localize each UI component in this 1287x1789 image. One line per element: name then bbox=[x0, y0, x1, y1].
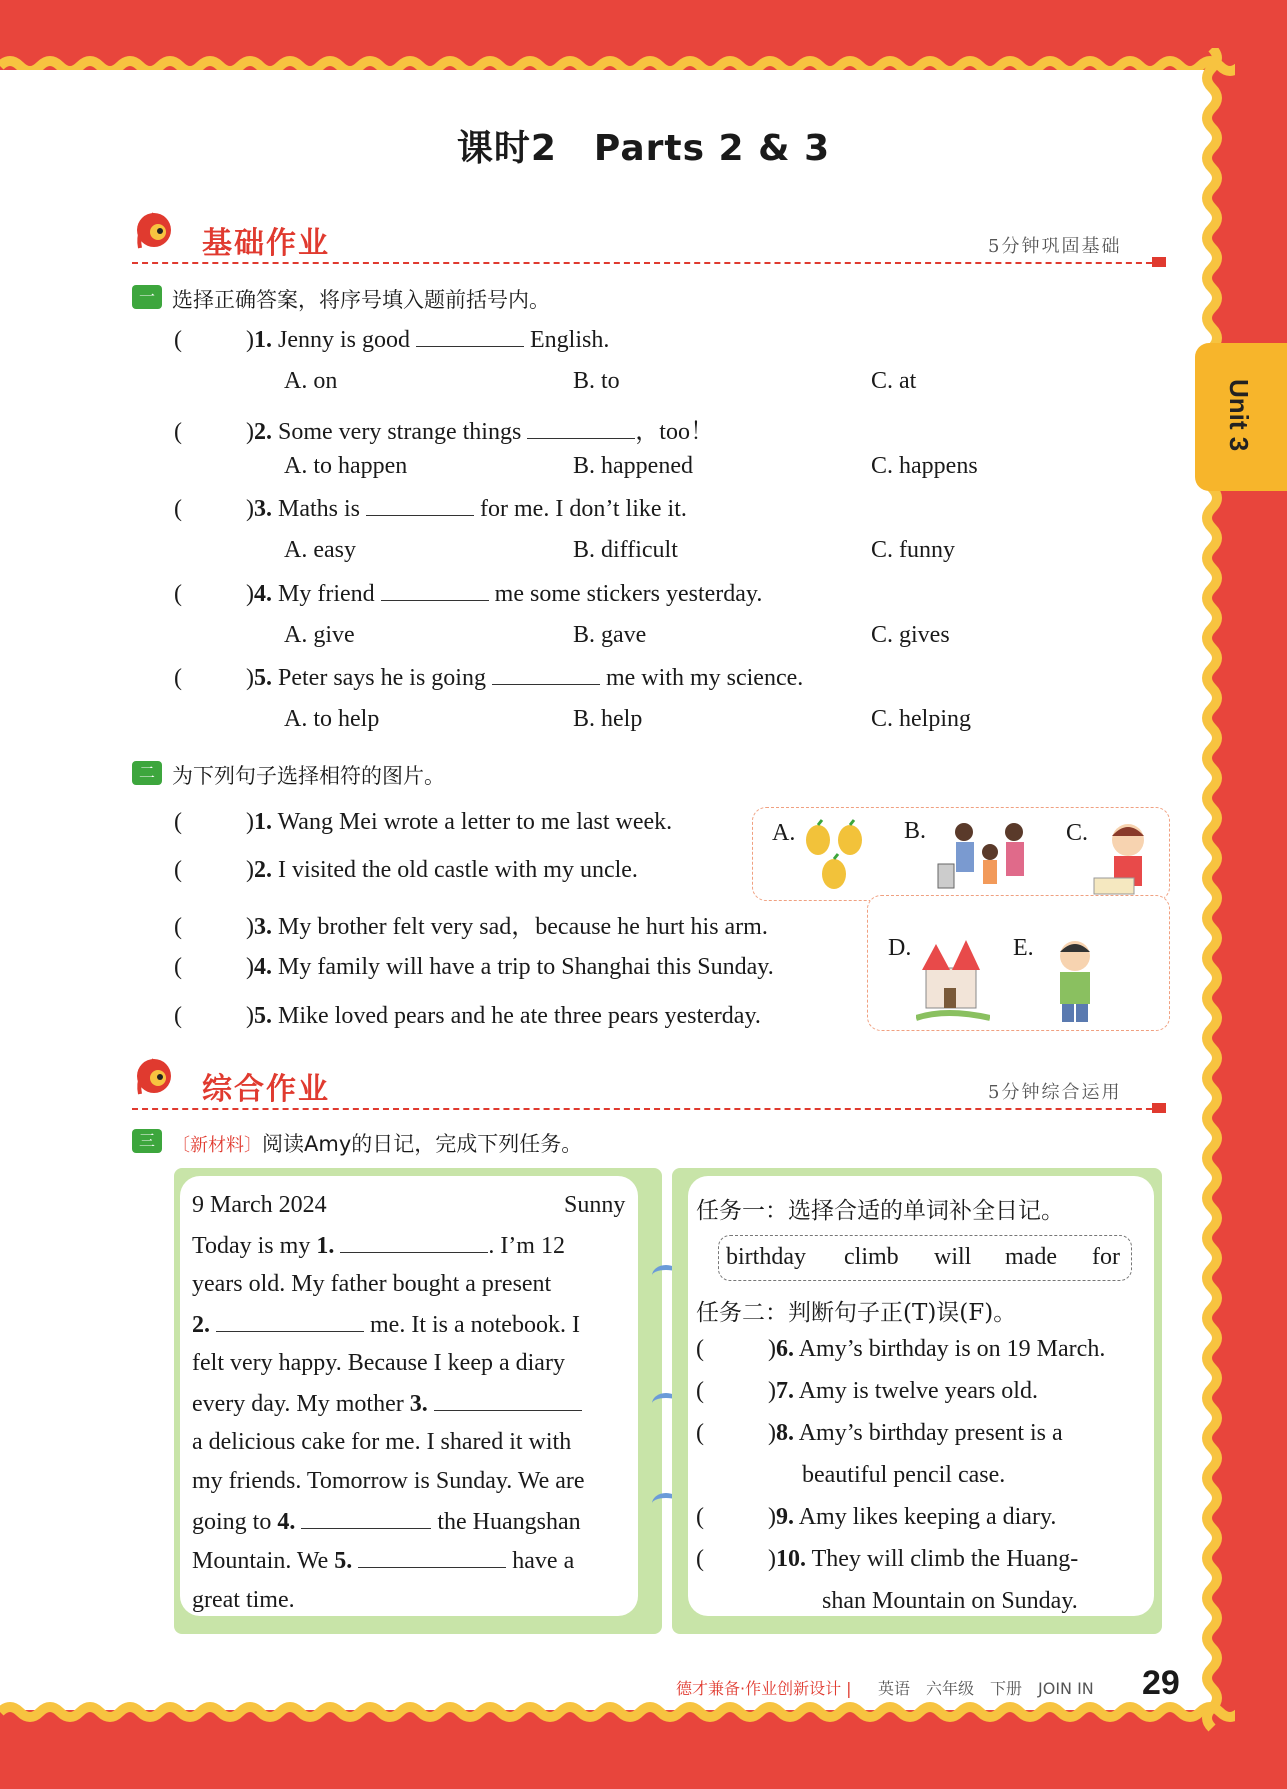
match-question-1: ( )1. Wang Mei wrote a letter to me last week. bbox=[174, 809, 673, 835]
option-c[interactable]: C. at bbox=[871, 368, 917, 394]
word-2[interactable]: climb bbox=[844, 1244, 899, 1270]
section-title-basic: 基础作业 bbox=[202, 226, 330, 261]
diary-line-4: felt very happy. Because I keep a diary bbox=[192, 1350, 565, 1376]
dashed-divider bbox=[132, 262, 1162, 264]
task2-title: 任务二：判断句子正(T)误(F)。 bbox=[696, 1300, 1017, 1326]
option-c[interactable]: C. helping bbox=[871, 706, 971, 732]
part1-instruction: 选择正确答案，将序号填入题前括号内。 bbox=[172, 288, 550, 312]
footer-series: 德才兼备·作业创新设计 | bbox=[676, 1679, 852, 1698]
diary-line-8: going to 4. the Huangshan bbox=[192, 1509, 581, 1535]
question-1-5: ( )5. Peter says he is going me with my science. bbox=[174, 665, 804, 691]
diary-blank-2[interactable] bbox=[216, 1311, 364, 1332]
section-subtitle-basic: 5分钟巩固基础 bbox=[988, 236, 1122, 257]
tf-question-7: ( )7. Amy is twelve years old. bbox=[696, 1378, 1038, 1404]
diary-line-5: every day. My mother 3. bbox=[192, 1390, 582, 1418]
match-question-4: ( )4. My family will have a trip to Shanghai this Sunday. bbox=[174, 954, 774, 980]
divider-end-marker bbox=[1152, 1103, 1166, 1113]
diary-line-2: years old. My father bought a present bbox=[192, 1271, 552, 1297]
unit-tab[interactable] bbox=[1195, 343, 1287, 491]
tf-question-10-cont: shan Mountain on Sunday. bbox=[822, 1588, 1078, 1614]
question-1-4: ( )4. My friend me some stickers yesterday. bbox=[174, 581, 763, 607]
diary-line-10: great time. bbox=[192, 1587, 295, 1613]
tf-question-9: ( )9. Amy likes keeping a diary. bbox=[696, 1504, 1057, 1530]
part-badge-1: 一 bbox=[132, 285, 162, 309]
section-subtitle-comprehensive: 5分钟综合运用 bbox=[988, 1082, 1122, 1103]
diary-blank-5[interactable] bbox=[358, 1547, 506, 1568]
footer-book: 英语 六年级 下册 JOIN IN bbox=[878, 1679, 1094, 1698]
family-travel-icon[interactable] bbox=[934, 818, 1046, 904]
match-question-3: ( )3. My brother felt very sad，because he hurt his arm. bbox=[174, 914, 768, 940]
option-a[interactable]: A. to happen bbox=[284, 453, 408, 479]
option-b[interactable]: B. gave bbox=[573, 622, 647, 648]
sad-boy-icon[interactable] bbox=[1050, 936, 1100, 1024]
diary-blank-1[interactable] bbox=[340, 1232, 488, 1253]
option-b[interactable]: B. to bbox=[573, 368, 620, 394]
option-a[interactable]: A. to help bbox=[284, 706, 380, 732]
picture-label-e: E. bbox=[1013, 935, 1034, 961]
question-1-1: ( )1. Jenny is good English. bbox=[174, 327, 610, 353]
diary-line-1: Today is my 1. . I’m 12 bbox=[192, 1233, 565, 1259]
picture-label-d: D. bbox=[888, 935, 912, 961]
picture-label-c: C. bbox=[1066, 820, 1089, 846]
option-b[interactable]: B. help bbox=[573, 706, 643, 732]
bell-mascot-icon bbox=[130, 208, 180, 254]
diary-line-6: a delicious cake for me. I shared it with bbox=[192, 1429, 572, 1455]
word-3[interactable]: will bbox=[934, 1244, 972, 1270]
task1-title: 任务一：选择合适的单词补全日记。 bbox=[696, 1198, 1064, 1224]
word-1[interactable]: birthday bbox=[726, 1244, 806, 1270]
unit-tab-label: Unit 3 bbox=[1224, 379, 1254, 452]
answer-blank[interactable] bbox=[416, 326, 524, 347]
option-a[interactable]: A. on bbox=[284, 368, 338, 394]
option-c[interactable]: C. gives bbox=[871, 622, 950, 648]
tf-question-8-cont: beautiful pencil case. bbox=[802, 1462, 1006, 1488]
answer-blank[interactable] bbox=[527, 418, 635, 439]
option-b[interactable]: B. happened bbox=[573, 453, 693, 479]
bell-mascot-icon bbox=[130, 1054, 180, 1100]
page-title: 课时2 Parts 2 & 3 bbox=[456, 128, 831, 169]
diary-blank-4[interactable] bbox=[301, 1508, 431, 1529]
option-b[interactable]: B. difficult bbox=[573, 537, 678, 563]
castle-icon[interactable] bbox=[916, 934, 990, 1024]
diary-blank-3[interactable] bbox=[434, 1390, 582, 1411]
tf-question-10: ( )10. They will climb the Huang- bbox=[696, 1546, 1079, 1572]
option-c[interactable]: C. funny bbox=[871, 537, 955, 563]
option-a[interactable]: A. easy bbox=[284, 537, 356, 563]
answer-blank[interactable] bbox=[492, 664, 600, 685]
match-question-2: ( )2. I visited the old castle with my uncle. bbox=[174, 857, 638, 883]
wavy-border-right bbox=[1188, 48, 1248, 1732]
word-5[interactable]: for bbox=[1092, 1244, 1120, 1270]
tf-question-8: ( )8. Amy’s birthday present is a bbox=[696, 1420, 1063, 1446]
diary-line-7: my friends. Tomorrow is Sunday. We are bbox=[192, 1468, 585, 1494]
pears-icon[interactable] bbox=[800, 818, 872, 894]
diary-line-3: 2. me. It is a notebook. I bbox=[192, 1312, 580, 1338]
diary-line-9: Mountain. We 5. have a bbox=[192, 1548, 575, 1574]
tf-question-6: ( )6. Amy’s birthday is on 19 March. bbox=[696, 1336, 1106, 1362]
option-c[interactable]: C. happens bbox=[871, 453, 978, 479]
answer-blank[interactable] bbox=[381, 580, 489, 601]
girl-writing-icon[interactable] bbox=[1090, 818, 1164, 904]
picture-label-a: A. bbox=[772, 820, 796, 846]
section-title-comprehensive: 综合作业 bbox=[202, 1072, 330, 1107]
divider-end-marker bbox=[1152, 257, 1166, 267]
picture-box-bottom bbox=[867, 895, 1170, 1031]
option-a[interactable]: A. give bbox=[284, 622, 355, 648]
diary-weather: Sunny bbox=[564, 1192, 626, 1218]
dashed-divider bbox=[132, 1108, 1162, 1110]
page-number: 29 bbox=[1142, 1664, 1180, 1702]
question-1-2: ( )2. Some very strange things ，too！ bbox=[174, 419, 714, 445]
question-1-3: ( )3. Maths is for me. I don’t like it. bbox=[174, 496, 687, 522]
word-4[interactable]: made bbox=[1005, 1244, 1057, 1270]
match-question-5: ( )5. Mike loved pears and he ate three pears yesterday. bbox=[174, 1003, 761, 1029]
part-badge-3: 三 bbox=[132, 1129, 162, 1153]
diary-date: 9 March 2024 bbox=[192, 1192, 327, 1218]
part2-instruction: 为下列句子选择相符的图片。 bbox=[172, 764, 445, 788]
part-badge-2: 二 bbox=[132, 761, 162, 785]
picture-label-b: B. bbox=[904, 818, 927, 844]
answer-blank[interactable] bbox=[366, 495, 474, 516]
part3-instruction: 〔新材料〕阅读Amy的日记，完成下列任务。 bbox=[172, 1132, 583, 1156]
